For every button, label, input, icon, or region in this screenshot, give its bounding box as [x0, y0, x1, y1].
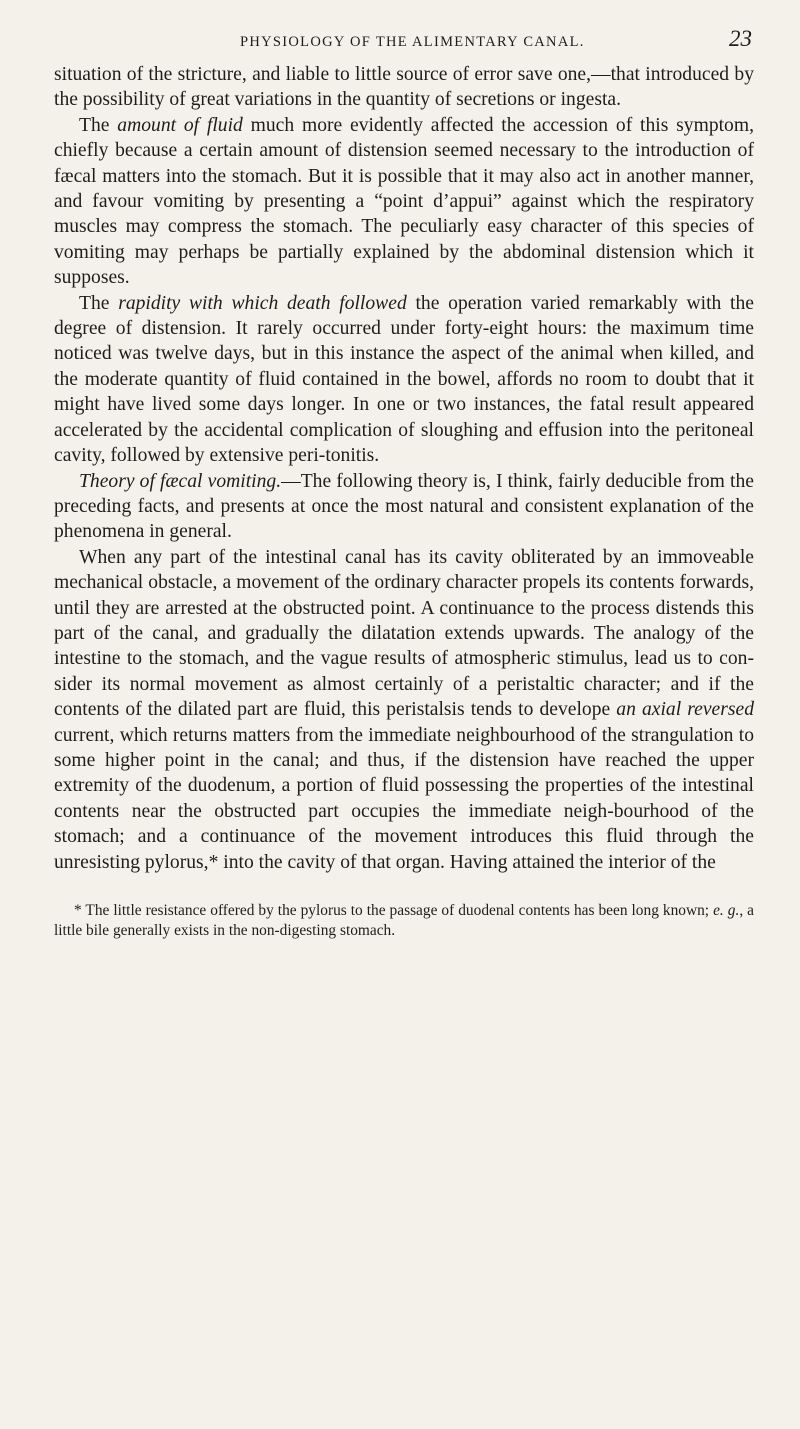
paragraph-mechanism	[54, 545, 754, 875]
paragraph-amount-of-fluid	[54, 113, 754, 291]
footnote-spacer	[54, 875, 754, 901]
running-title: PHYSIOLOGY OF THE ALIMENTARY CANAL.	[240, 34, 585, 50]
paragraph-inline-italic: an axial reversed	[616, 699, 754, 721]
paragraph-intro	[54, 62, 754, 113]
paragraph-text: When any part of the intestinal canal has its cavity obliterated by an immoveable mechanical obstacle, a movement of the ordinary character propels its contents forwards, until they are arrested at the obstructed point. A continuance to the process distends this part of the canal, and gradually the dilatation extends upwards. The analogy of the intestine to the stomach, and the vague results of atmospheric stimulus, lead us to con-sider its normal movement as almost certainly of a peristaltic character; and if the contents of the dilated part are fluid, this peristalsis tends to develope	[54, 546, 754, 721]
footnote-italic: e. g.	[713, 902, 740, 919]
paragraph-lead: The	[79, 292, 119, 314]
paragraph-heading-italic: rapidity with which death followed	[118, 292, 407, 314]
paragraph-text: —The following theory is, I think, fairly deducible from the preceding facts, and presents at once the most natural and consistent explanation of the phenomena in general.	[54, 470, 754, 543]
footnote-text: * The little resistance offered by the pylorus to the passage of duodenal contents has been long known;	[74, 902, 714, 919]
paragraph-text: much more evidently affected the accession of this symptom, chiefly because a certain amount of distension seemed necessary to the introduction of fæcal matters into the stomach. But it is possible that it may also act in another manner, and favour vomiting by presenting a “point d’appui” against which the respiratory muscles may compress the stomach. The peculiarly easy character of this species of vomiting may perhaps be partially explained by the abdominal distension which it supposes.	[54, 114, 754, 289]
paragraph-text: the operation varied remarkably with the degree of distension. It rarely occurred under forty-eight hours: the maximum time noticed was twelve days, but in this instance the aspect of the animal when killed, and the moderate quantity of fluid contained in the bowel, affords no room to doubt that it might have lived some days longer. In one or two instances, the fatal result appeared accelerated by the accidental complication of sloughing and effusion into the peritoneal cavity, followed by extensive peri-tonitis.	[54, 292, 754, 467]
footnote-text-continued: , a little bile generally exists in the non-digesting stomach.	[54, 902, 754, 939]
paragraph-rapidity	[54, 291, 754, 469]
body-text	[54, 62, 754, 875]
paragraph-heading-italic: Theory of fæcal vomiting.	[79, 470, 282, 492]
paragraph-text-continued: current, which returns matters from the immediate neighbourhood of the strangulation to some higher point in the canal; and thus, if the distension have reached the upper extremity of the duodenum, a portion of fluid possessing the properties of the intestinal contents near the obstructed part occupies the immediate neigh-bourhood of the stomach; and a continuance of the movement introduces this fluid through the unresisting pylorus,* into the cavity of that organ. Having attained the interior of the	[54, 724, 754, 873]
paragraph-theory	[54, 469, 754, 545]
page-number: 23	[729, 26, 752, 51]
paragraph-heading-italic: amount of fluid	[117, 114, 243, 136]
running-head	[54, 26, 754, 60]
paragraph-text: situation of the stricture, and liable to little source of error save one,—that introduced by the possibility of great variations in the quantity of secretions or ingesta.	[54, 64, 754, 111]
paragraph-lead: The	[79, 114, 118, 136]
footnote	[54, 901, 754, 940]
